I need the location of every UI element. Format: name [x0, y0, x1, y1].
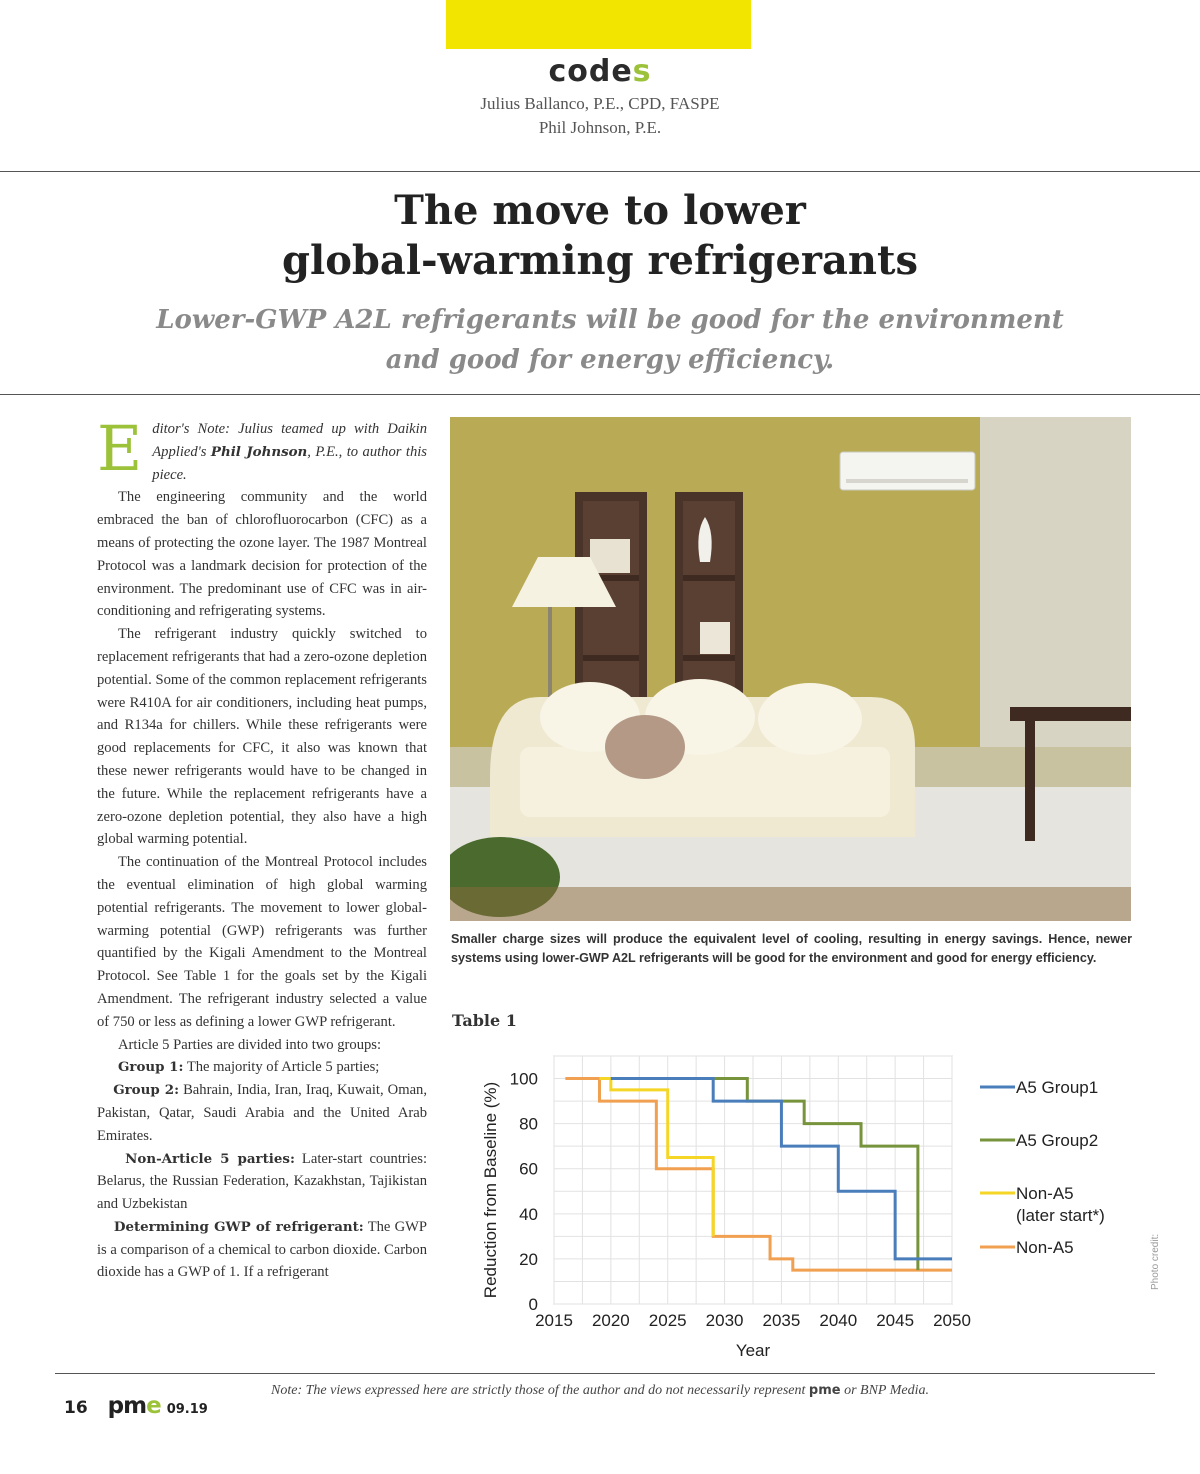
group-2-item: Group 2: Bahrain, India, Iran, Iraq, Kuwait, Oman, Pakistan, Qatar, Saudi Arabia and the United Arab Emirates.	[97, 1082, 427, 1144]
issue-date: 09.19	[166, 1402, 208, 1417]
living-room-photo	[450, 417, 1131, 921]
x-tick-label: 2025	[648, 1311, 687, 1330]
headline	[0, 186, 1200, 286]
top-rule	[0, 171, 1200, 172]
section-color-tab	[446, 0, 751, 49]
legend-label: Non-A5	[1016, 1184, 1074, 1203]
publication-logo: pme	[107, 1393, 161, 1419]
x-tick-label: 2030	[705, 1311, 744, 1330]
x-tick-label: 2015	[535, 1311, 573, 1330]
y-tick-label: 20	[519, 1249, 538, 1269]
y-tick-label: 100	[509, 1069, 538, 1089]
legend-label: Non-A5	[1016, 1238, 1074, 1257]
x-tick-label: 2020	[591, 1311, 630, 1330]
legend-label: A5 Group2	[1016, 1131, 1099, 1150]
footer-rule	[55, 1373, 1155, 1374]
article-body	[97, 412, 428, 1284]
headline-line-2: global-warming refrigerants	[282, 237, 918, 284]
section-logo: codes	[548, 54, 652, 89]
group-1-item: Group 1: The majority of Article 5 parties;	[118, 1059, 380, 1076]
x-tick-label: 2045	[876, 1311, 915, 1330]
gwp-paragraph: Determining GWP of refrigerant: The GWP is a comparison of a chemical to carbon dioxide. Carbon dioxide has a GWP of 1. If a refrigerant	[97, 1218, 428, 1281]
paragraph: The refrigerant industry quickly switched to replacement refrigerants that had a zero-ozone depletion potential. Some of the common replacement refrigerants were R410A for air conditioners, including heat pumps, and R134a for chillers. While these refrigerants were good replacements for CFC, it also was known that these newer refrigerants would have to be changed in the future. While the replacement refrigerants have a zero-ozone depletion potential, they also have a high global warming potential.	[97, 626, 427, 848]
photo-credit: Photo credit:	[1150, 1233, 1161, 1290]
author-1: Julius Ballanco, P.E., CPD, FASPE	[480, 94, 720, 113]
deck: Lower-GWP A2L refrigerants will be good for the environment and good for energy efficiency.	[156, 305, 1064, 375]
y-tick-label: 80	[519, 1114, 538, 1134]
drop-cap: E	[97, 412, 143, 485]
legend-label: A5 Group1	[1016, 1078, 1099, 1097]
kigali-phase-down-chart	[470, 1040, 1130, 1370]
headline-line-1: The move to lower	[394, 187, 806, 234]
paragraph: The engineering community and the world embraced the ban of chlorofluorocarbon (CFC) as a means of protecting the ozone layer. The 1987 Montreal Protocol was a landmark decision for protection of the environment. The predominant use of CFC was in air-conditioning and refrigerating systems.	[97, 489, 427, 620]
y-tick-label: 40	[519, 1204, 538, 1224]
x-tick-label: 2035	[762, 1311, 801, 1330]
y-tick-label: 0	[528, 1295, 538, 1314]
photo-caption: Smaller charge sizes will produce the equivalent level of cooling, resulting in energy savings. Hence, newer systems using lower-GWP A2L refrigerants will be good for the environment and good for energy efficiency.	[451, 932, 1132, 965]
paragraph: Article 5 Parties are divided into two groups:	[118, 1036, 382, 1053]
x-axis-label: Year	[735, 1341, 771, 1360]
deck-rule	[0, 394, 1200, 395]
x-tick-label: 2040	[819, 1311, 858, 1330]
editors-note: Editor's Note: Julius teamed up with Daikin Applied's Phil Johnson, P.E., to author this piece.	[97, 412, 427, 485]
non-article-5-item: Non-Article 5 parties: Later-start countries: Belarus, the Russian Federation, Kazakhstan, Tajikistan and Uzbekistan	[97, 1150, 427, 1213]
y-tick-label: 60	[519, 1159, 538, 1179]
page-number: 16	[64, 1398, 88, 1418]
table-label: Table 1	[452, 1011, 517, 1030]
folio	[64, 1393, 208, 1419]
disclaimer-note: Note: The views expressed here are strictly those of the author and do not necessarily represent pme or BNP Media.	[271, 1383, 929, 1398]
author-2: Phil Johnson, P.E.	[538, 118, 662, 137]
x-tick-label: 2050	[933, 1311, 971, 1330]
y-axis-label: Reduction from Baseline (%)	[481, 1081, 500, 1299]
paragraph: The continuation of the Montreal Protocol includes the eventual elimination of high global warming potential refrigerants. The movement to lower global-warming potential (GWP) refrigerants was further quantified by the Kigali Amendment to the Montreal Protocol. See Table 1 for the goals set by the Kigali Amendment. The refrigerant industry selected a value of 750 or less as defining a lower GWP refrigerant.	[97, 854, 427, 1030]
legend-label-line-2: (later start*)	[1016, 1206, 1105, 1225]
